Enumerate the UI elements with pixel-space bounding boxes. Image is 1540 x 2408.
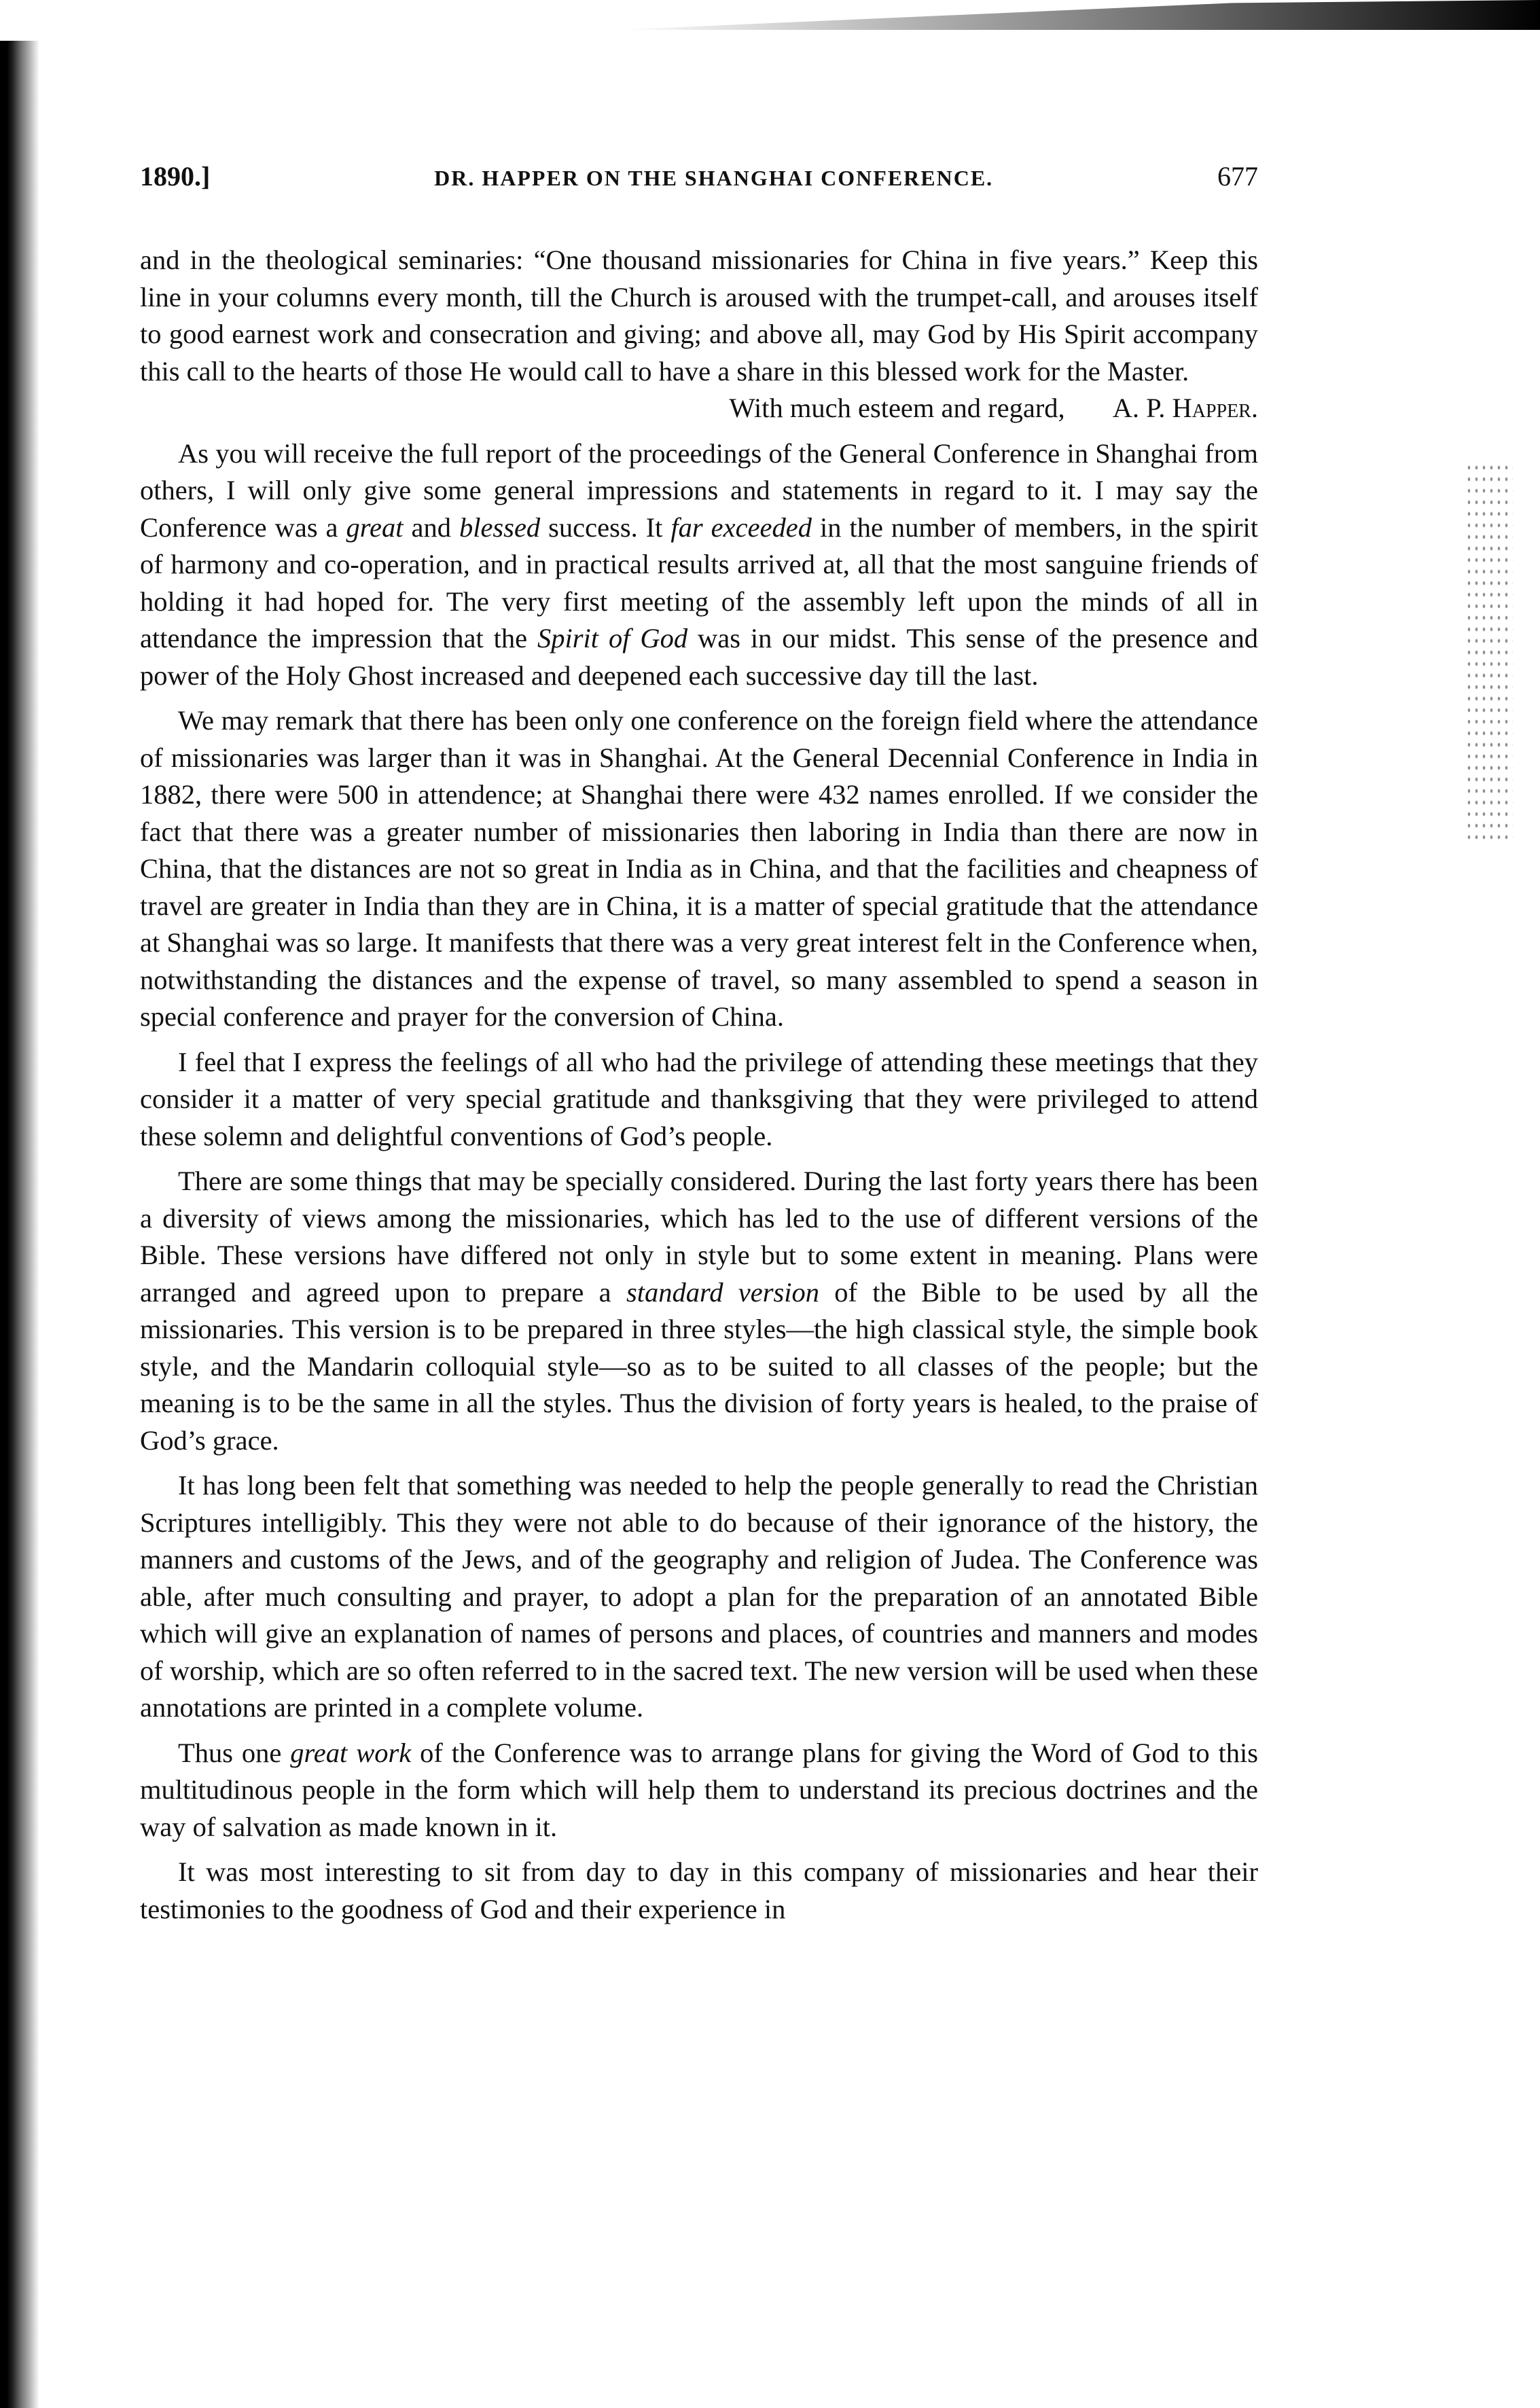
regards-line: With much esteem and regard, — [729, 393, 1065, 423]
page — [140, 160, 1258, 1928]
letter-closing-paragraph: and in the theological seminaries: “One thousand missionaries for China in five years.” Keep this line in your columns every month, till the Church is aroused with the trumpet-call, and arouses itself to good earnest work and consecration and giving; and above all, may God by His Spirit accompany this call to the hearts of those He would call to have a share in this blessed work for the Master. — [140, 245, 1258, 387]
signature: A. P. Happer. — [1112, 393, 1258, 423]
running-head — [140, 160, 1258, 208]
scan-margin-speckle — [1465, 462, 1513, 842]
text-run: of the Conference was to arrange plans for giving the Word of God to this multitudinous people in the form which will help them to understand its precious doctrines and the way of salvation as made known in it. — [140, 1737, 1258, 1842]
page-number: 677 — [1217, 161, 1258, 192]
emphasis: far exceeded — [670, 511, 812, 543]
paragraph-annotated-bible: It has long been felt that something was needed to help the people generally to read the Christian Scriptures intelligibly. This they were not able to do because of their ignorance of the history, the manners and customs of the Jews, and of the geography and religion of Judea. The Conference was able, after much consulting and prayer, to adopt a plan for the preparation of an annotated Bible which will give an explanation of names of persons and places, of countries and manners and modes of worship, which are so often referred to in the sacred text. The new version will be used when these annotations are printed in a complete volume. — [140, 1470, 1258, 1723]
text-run: was in our midst. This sense of the presence and power of the Holy Ghost increased and deepened each successive day till the last. — [140, 623, 1259, 691]
text-run: Thus one — [178, 1737, 291, 1768]
text-run: As you will receive the full report of the proceedings of the General Conference in Shanghai from others, I will only give some general impressions and statements in regard to it. I may say the Conference was a — [140, 437, 1258, 543]
running-title: DR. HAPPER ON THE SHANGHAI CONFERENCE. — [434, 166, 994, 190]
scan-binding-shadow — [0, 41, 39, 2408]
paragraph-impressions — [140, 435, 1258, 695]
article-body — [140, 242, 1258, 1928]
emphasis: great work — [290, 1737, 412, 1768]
scan-top-smudge — [0, 0, 1540, 30]
signoff — [140, 390, 1258, 427]
text-run: in the number of members, in the spirit of harmony and co-operation, and in practical results arrived at, all that the most sanguine friends of holding it had hoped for. The very first meeting of the assembly left upon the minds of all in attendance the impression that the — [140, 511, 1258, 653]
paragraph-testimonies: It was most interesting to sit from day to day in this company of missionaries and hear their testimonies to the goodness of God and their experience in — [140, 1856, 1258, 1924]
text-run: of the Bible to be used by all the missionaries. This version is to be prepared in three styles—the high classical style, the simple book style, and the Mandarin colloquial style—so as to be suited to all classes of the people; but the meaning is to be the same in all the styles. Thus the division of forty years is healed, to the praise of God’s grace. — [140, 1276, 1259, 1456]
emphasis: great — [346, 511, 404, 543]
emphasis: standard version — [626, 1276, 820, 1308]
paragraph-feelings: I feel that I express the feelings of all who had the privilege of attending these meetings that they consider it a matter of very special gratitude and thanksgiving that they were privileged to attend these solemn and delightful conventions of God’s people. — [140, 1046, 1258, 1151]
text-run: There are some things that may be specially considered. During the last forty years there has been a diversity of views among the missionaries, which has led to the use of different versions of the Bible. These versions have differed not only in style but to some extent in meaning. Plans were arranged and agreed upon to prepare a — [140, 1166, 1258, 1308]
emphasis: Spirit of God — [537, 623, 688, 653]
header-year: 1890.] — [140, 161, 211, 192]
text-run: and — [403, 511, 459, 543]
paragraph-versions — [140, 1163, 1258, 1459]
paragraph-great-work — [140, 1735, 1258, 1846]
paragraph-attendance: We may remark that there has been only one conference on the foreign field where the attendance of missionaries was larger than it was in Shanghai. At the General Decennial Conference in India in 1882, there were 500 in attendence; at Shanghai there were 432 names enrolled. If we consider the fact that there was a greater number of missionaries then laboring in India than there are now in China, that the distances are not so great in India as in China, and that the facilities and cheapness of travel are greater in India than they are in China, it is a matter of special gratitude that the attendance at Shanghai was so large. It manifests that there was a very great interest felt in the Conference when, notwithstanding the distances and the expense of travel, so many assembled to spend a season in special conference and prayer for the conversion of China. — [140, 705, 1258, 1032]
emphasis: blessed — [459, 511, 541, 543]
text-run: success. It — [540, 511, 671, 543]
